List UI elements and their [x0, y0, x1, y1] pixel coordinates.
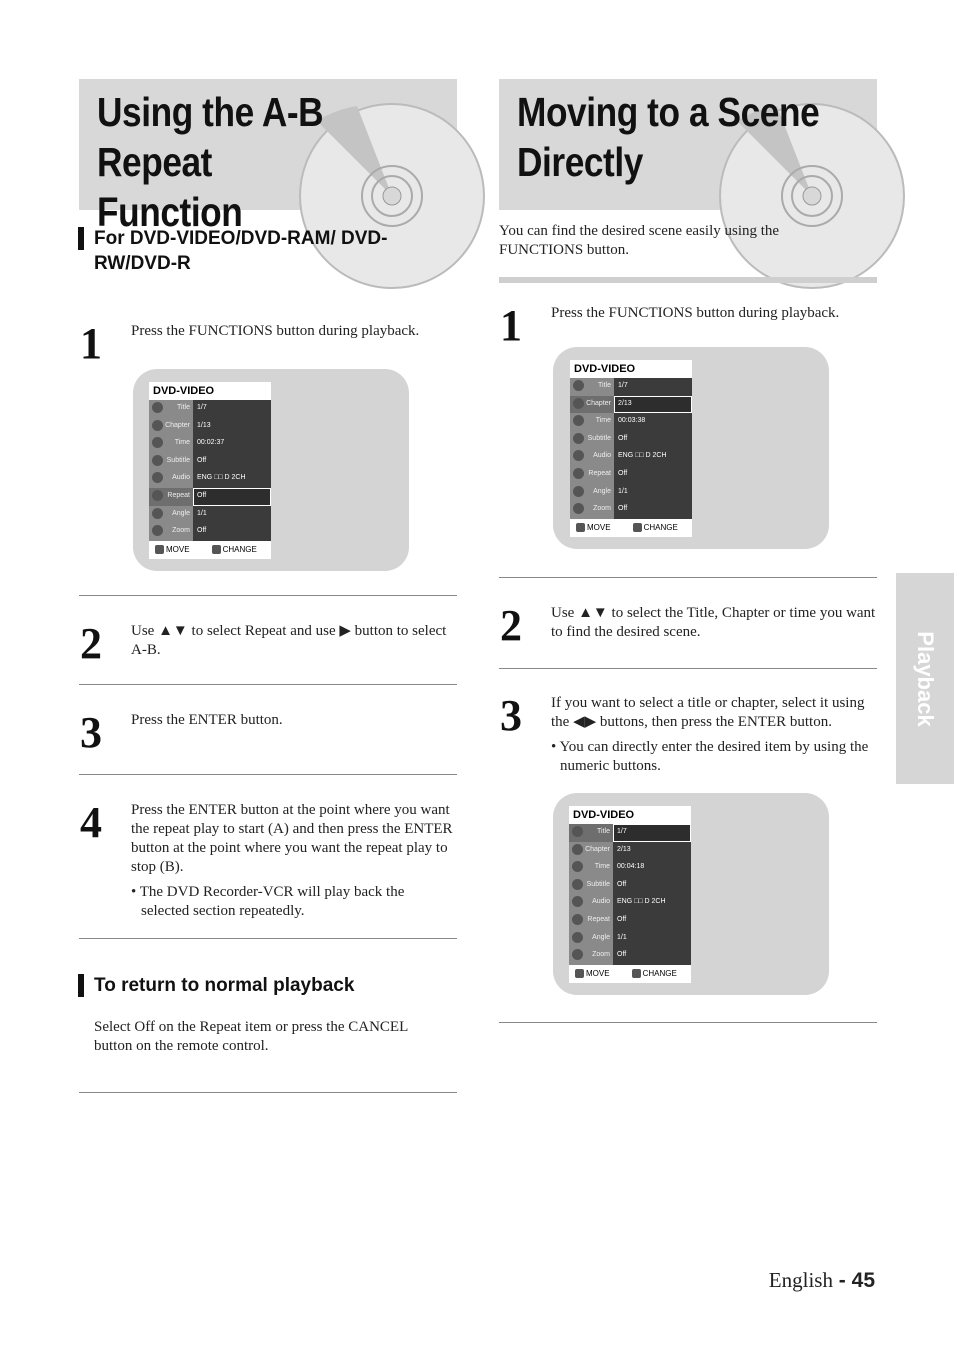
change-hint: CHANGE — [643, 522, 678, 532]
menu-row-subtitle[interactable] — [569, 877, 691, 895]
menu-label: Repeat — [587, 915, 610, 923]
step-text: Press the ENTER button. — [131, 712, 283, 728]
step-text: Use ▲▼ to select the Title, Chapter or time you want to find the desired scene. — [551, 605, 876, 640]
functions-menu — [149, 382, 271, 559]
angle-icon — [573, 486, 584, 497]
left-right-key-icon — [633, 523, 642, 532]
body-text: Select Off on the Repeat item or press the CANCEL button on the remote control. — [94, 1019, 408, 1054]
menu-value: Off — [617, 951, 627, 959]
section-subheading: For DVD-VIDEO/DVD-RAM/ DVD- RW/DVD-R — [94, 226, 434, 276]
menu-label: Repeat — [588, 469, 611, 477]
menu-label: Subtitle — [586, 880, 610, 888]
step-number: 2 — [80, 619, 102, 668]
menu-row-audio[interactable] — [570, 448, 692, 466]
menu-value: Off — [197, 456, 207, 464]
divider — [499, 577, 877, 578]
menu-value: 1/1 — [617, 933, 627, 941]
menu-value: 00:04:18 — [617, 863, 645, 871]
menu-value: Off — [197, 527, 207, 535]
audio-icon — [573, 450, 584, 461]
repeat-icon — [573, 468, 584, 479]
step-number: 4 — [80, 798, 102, 847]
menu-header: DVD-VIDEO — [574, 363, 636, 375]
menu-row-subtitle[interactable] — [149, 453, 271, 471]
chapter-icon — [152, 420, 163, 431]
step-text: Press the FUNCTIONS button during playback. — [551, 305, 840, 321]
menu-row-title[interactable] — [570, 378, 692, 396]
menu-row-audio[interactable] — [149, 470, 271, 488]
time-icon — [152, 437, 163, 448]
menu-row-title[interactable] — [569, 824, 691, 842]
zoom-icon — [152, 525, 163, 536]
menu-label: Repeat — [167, 491, 190, 499]
menu-row-chapter[interactable] — [569, 842, 691, 860]
left-title-banner — [79, 79, 457, 235]
step-number: 1 — [80, 319, 102, 368]
divider — [499, 277, 877, 283]
change-hint: CHANGE — [642, 968, 677, 978]
repeat-icon — [152, 490, 163, 501]
functions-menu — [570, 360, 692, 537]
menu-value: ENG □□ D 2CH — [618, 452, 667, 460]
menu-row-time[interactable] — [570, 413, 692, 431]
step-number: 3 — [80, 708, 102, 757]
divider — [79, 774, 457, 775]
menu-row-zoom[interactable] — [570, 501, 692, 519]
menu-value: Off — [617, 880, 627, 888]
page-title-left: Using the A-B Repeat Function — [97, 89, 324, 235]
left-right-key-icon — [212, 545, 221, 554]
move-hint: MOVE — [166, 544, 190, 554]
title-icon — [572, 826, 583, 837]
divider — [79, 595, 457, 596]
menu-row-angle[interactable] — [569, 930, 691, 948]
menu-footer — [149, 541, 271, 559]
menu-footer — [570, 519, 692, 537]
menu-label: Subtitle — [587, 434, 611, 442]
right-title-banner — [499, 79, 877, 210]
menu-value: 1/7 — [618, 382, 628, 389]
menu-row-repeat[interactable] — [569, 912, 691, 930]
step-text: Press the ENTER button at the point where you want the repeat play to start (A) and then press the ENTER button at the point where you want the repeat play to stop (B). — [131, 802, 453, 875]
menu-header: DVD-VIDEO — [153, 385, 215, 397]
menu-footer — [569, 965, 691, 983]
menu-value: 1/7 — [197, 404, 207, 411]
up-down-key-icon — [155, 545, 164, 554]
menu-row-angle[interactable] — [149, 506, 271, 524]
menu-row-repeat[interactable] — [149, 488, 271, 506]
step-text: If you want to select a title or chapter, select it using the ◀▶ buttons, then press the ENTER button. — [551, 695, 865, 730]
divider — [499, 668, 877, 669]
audio-icon — [152, 472, 163, 483]
step-text: Use ▲▼ to select Repeat and use ▶ button to select A-B. — [131, 623, 447, 658]
menu-label: Audio — [172, 474, 190, 482]
step-text: Press the FUNCTIONS button during playback. — [131, 323, 420, 339]
divider — [79, 938, 457, 939]
title-icon — [152, 402, 163, 413]
menu-label: Zoom — [593, 505, 611, 513]
move-hint: MOVE — [587, 522, 611, 532]
menu-label: Zoom — [172, 527, 190, 535]
menu-label: Title — [598, 382, 611, 389]
step-number: 1 — [500, 301, 522, 350]
menu-value: 00:03:38 — [618, 417, 646, 425]
functions-menu — [569, 806, 691, 983]
menu-value: 1/7 — [617, 828, 627, 835]
section-tab-playback: Playback — [896, 573, 954, 784]
menu-label: Subtitle — [166, 456, 190, 464]
page-title-right: Moving to a Scene Directly — [517, 89, 820, 185]
menu-row-repeat[interactable] — [570, 466, 692, 484]
step-number: 3 — [500, 691, 522, 740]
menu-label: Angle — [172, 509, 190, 517]
menu-value: ENG □□ D 2CH — [617, 898, 666, 906]
menu-label: Chapter — [165, 421, 190, 429]
menu-header: DVD-VIDEO — [573, 809, 635, 821]
menu-value: 1/13 — [197, 421, 211, 429]
step-bullet: • You can directly enter the desired item by using the numeric buttons. — [551, 739, 869, 774]
menu-value: ENG □□ D 2CH — [197, 474, 246, 482]
step-bullet: • The DVD Recorder-VCR will play back the selected section repeatedly. — [131, 884, 405, 919]
menu-value: 2/13 — [617, 845, 631, 853]
menu-row-time[interactable] — [149, 435, 271, 453]
menu-value: 1/1 — [197, 509, 207, 517]
menu-value: Off — [618, 434, 628, 442]
zoom-icon — [573, 503, 584, 514]
menu-value: 1/1 — [618, 487, 628, 495]
menu-value: Off — [618, 469, 628, 477]
up-down-key-icon — [576, 523, 585, 532]
move-hint: MOVE — [586, 968, 610, 978]
menu-label: Zoom — [592, 951, 610, 959]
menu-value: Off — [197, 491, 207, 499]
menu-label: Title — [177, 404, 190, 411]
divider — [79, 1092, 457, 1093]
subtitle-icon — [152, 455, 163, 466]
menu-label: Chapter — [586, 399, 611, 407]
chapter-icon — [573, 398, 584, 409]
angle-icon — [572, 932, 583, 943]
subtitle-icon — [572, 879, 583, 890]
audio-icon — [572, 896, 583, 907]
angle-icon — [152, 508, 163, 519]
divider — [79, 684, 457, 685]
menu-value: Off — [618, 505, 628, 513]
left-right-key-icon — [632, 969, 641, 978]
menu-label: Time — [174, 439, 190, 447]
menu-row-chapter[interactable] — [149, 418, 271, 436]
menu-label: Title — [597, 828, 610, 835]
menu-row-zoom[interactable] — [569, 947, 691, 965]
menu-row-angle[interactable] — [570, 484, 692, 502]
subtitle-icon — [573, 433, 584, 444]
menu-label: Chapter — [585, 845, 610, 853]
menu-row-audio[interactable] — [569, 894, 691, 912]
chapter-icon — [572, 844, 583, 855]
menu-row-chapter[interactable] — [570, 396, 692, 414]
menu-row-subtitle[interactable] — [570, 431, 692, 449]
menu-row-title[interactable] — [149, 400, 271, 418]
repeat-icon — [572, 914, 583, 925]
menu-value: 00:02:37 — [197, 439, 225, 447]
menu-label: Angle — [593, 487, 611, 495]
title-icon — [573, 380, 584, 391]
intro-text: You can find the desired scene easily using the FUNCTIONS button. — [499, 223, 780, 258]
up-down-key-icon — [575, 969, 584, 978]
change-hint: CHANGE — [222, 544, 257, 554]
menu-value: Off — [617, 915, 627, 923]
menu-label: Time — [595, 417, 611, 425]
page-footer: English - 45 — [768, 1268, 875, 1292]
menu-row-zoom[interactable] — [149, 523, 271, 541]
section-subheading: To return to normal playback — [94, 973, 434, 998]
menu-label: Audio — [592, 898, 610, 906]
step-number: 2 — [500, 601, 522, 650]
menu-label: Angle — [592, 933, 610, 941]
time-icon — [573, 415, 584, 426]
menu-value: 2/13 — [618, 399, 632, 407]
page-number: 45 — [851, 1269, 875, 1292]
zoom-icon — [572, 949, 583, 960]
menu-label: Time — [594, 863, 610, 871]
menu-label: Audio — [593, 452, 611, 460]
menu-row-time[interactable] — [569, 859, 691, 877]
time-icon — [572, 861, 583, 872]
divider — [499, 1022, 877, 1023]
